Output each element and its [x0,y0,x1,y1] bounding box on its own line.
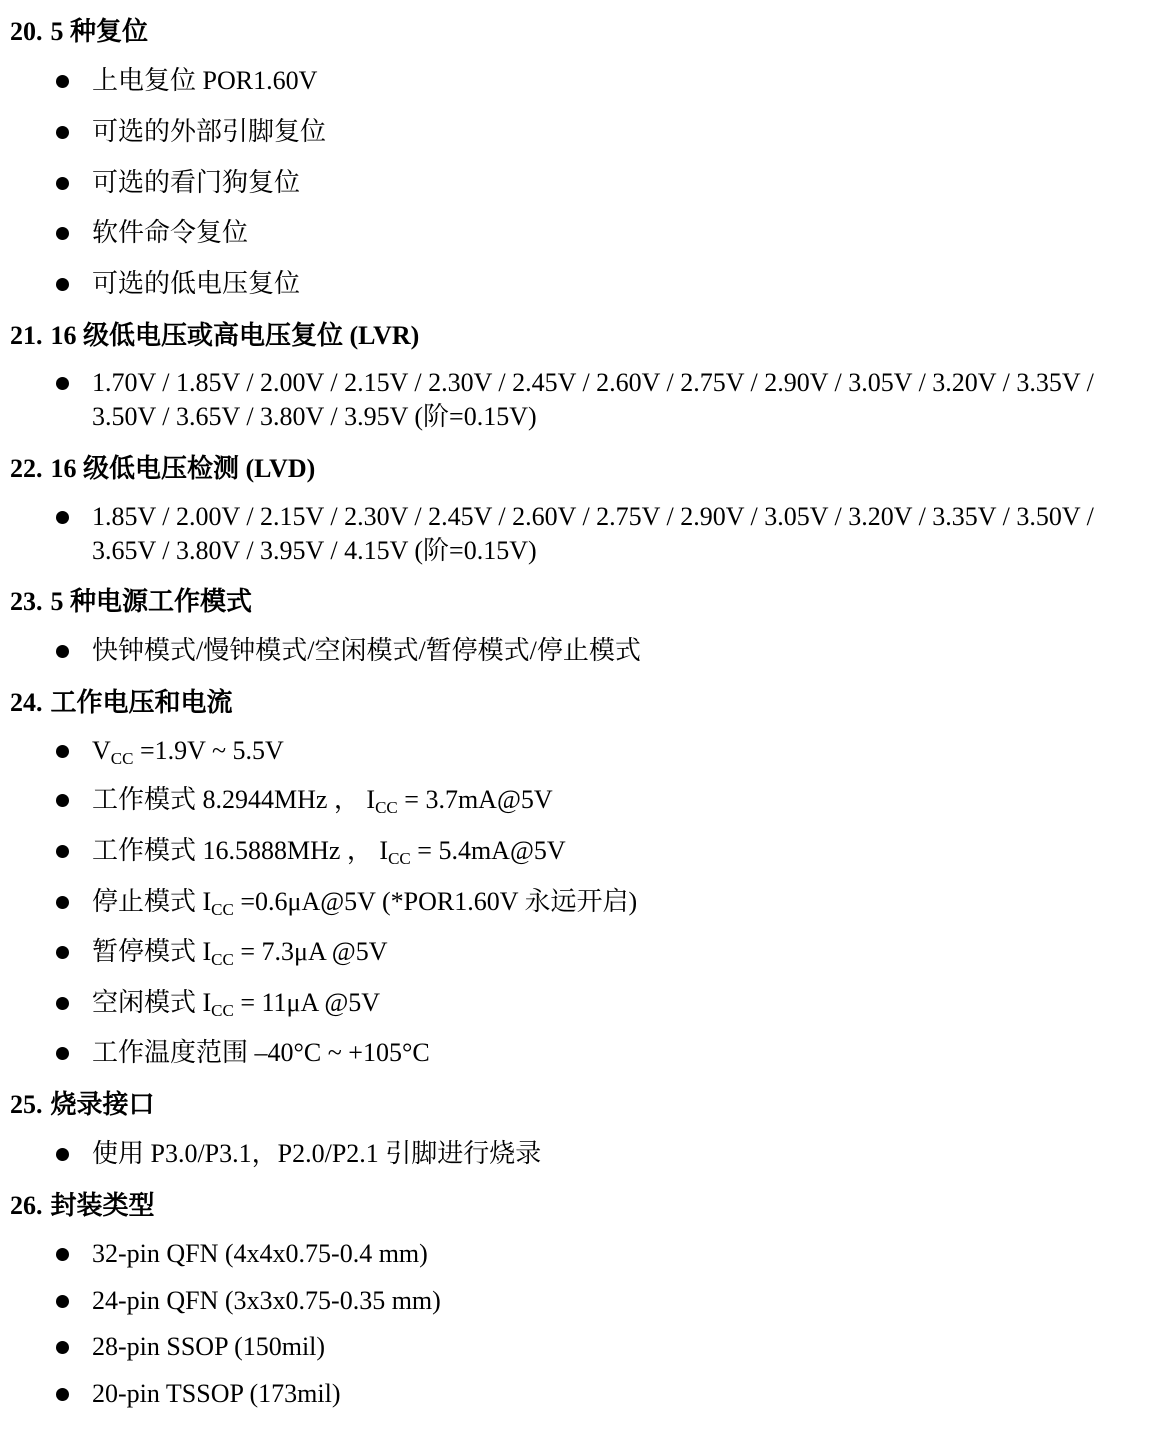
list-item-text-line2: 3.50V / 3.65V / 3.80V / 3.95V (阶=0.15V) [92,402,537,431]
list-item-text: 可选的看门狗复位 [92,168,301,197]
bullet-icon [56,166,70,200]
bullet-icon [56,783,70,817]
list-item-text: 可选的低电压复位 [92,269,301,298]
list-item [56,64,317,98]
bullet-icon [56,986,70,1020]
list-item [56,783,553,817]
list-item-text: 快钟模式/慢钟模式/空闲模式/暂停模式/停止模式 [92,636,641,665]
bullet-icon [56,216,70,250]
list-item [56,1377,340,1411]
list-item [56,1330,325,1364]
section-title: 5 种电源工作模式 [50,587,253,616]
section-heading [10,320,419,352]
list-item-text-line1: 1.85V / 2.00V / 2.15V / 2.30V / 2.45V / 2.60V / 2.75V / 2.90V / 3.05V / 3.20V / 3.35V / 3.50V / [92,502,1094,531]
section-heading [10,687,233,719]
list-item-text: 停止模式 $I_{CC}$ =0.6μA@5V (*POR1.60V 永远开启) [92,887,638,919]
list-item-text-line1: 1.70V / 1.85V / 2.00V / 2.15V / 2.30V / 2.45V / 2.60V / 2.75V / 2.90V / 3.05V / 3.20V / 3.35V / [92,368,1094,397]
list-item [56,885,637,919]
section-heading [10,16,148,48]
list-item-text: 可选的外部引脚复位 [92,117,327,146]
section-number: 23. [10,587,43,616]
list-item [56,634,641,668]
bullet-icon [56,267,70,301]
section-number: 20. [10,17,43,46]
bullet-icon [56,500,70,534]
list-item [56,1284,441,1318]
bullet-icon [56,1284,70,1318]
list-item-text: 软件命令复位 [92,218,249,247]
bullet-icon [56,1237,70,1271]
list-item [56,115,326,149]
list-item-text: 20-pin TSSOP (173mil) [92,1379,341,1408]
list-item [56,216,248,250]
list-item-text: 24-pin QFN (3x3x0.75-0.35 mm) [92,1286,441,1315]
list-item-text: 使用 P3.0/P3.1，P2.0/P2.1 引脚进行烧录 [92,1139,542,1168]
section-heading [10,453,315,485]
list-item [56,1237,428,1271]
section-title: 烧录接口 [50,1090,155,1119]
bullet-icon [56,366,70,400]
list-item-text: 空闲模式 $I_{CC} = 11\mu A$ @5V [92,988,381,1020]
list-item [56,734,284,768]
bullet-icon [56,834,70,868]
bullet-icon [56,1377,70,1411]
bullet-icon [56,1137,70,1171]
bullet-icon [56,1330,70,1364]
list-item-text: 工作模式 16.5888MHz ， $I_{CC}$ = 5.4mA@5V [92,836,566,868]
list-item [56,366,1094,434]
section-number: 21. [10,321,43,350]
list-item-text: 28-pin SSOP (150mil) [92,1332,326,1361]
list-item-text-line2: 3.65V / 3.80V / 3.95V / 4.15V (阶=0.15V) [92,536,537,565]
section-title: 16 级低电压检测 (LVD) [50,454,316,483]
section-number: 22. [10,454,43,483]
bullet-icon [56,885,70,919]
section-number: 26. [10,1191,43,1220]
section-heading [10,586,252,618]
section-title: 封装类型 [50,1191,155,1220]
list-item [56,935,388,969]
list-item-text: 32-pin QFN (4x4x0.75-0.4 mm) [92,1239,428,1268]
list-item [56,1036,430,1070]
list-item-text: 上电复位 POR1.60V [92,66,318,95]
section-title: 工作电压和电流 [50,688,233,717]
section-heading [10,1190,155,1222]
list-item [56,166,300,200]
section-number: 24. [10,688,43,717]
bullet-icon [56,1036,70,1070]
bullet-icon [56,115,70,149]
list-item-text: 工作模式 8.2944MHz ， $I_{CC}$ = 3.7mA@5V [92,785,553,817]
section-title: 5 种复位 [50,17,149,46]
section-heading [10,1089,155,1121]
list-item-text: $V_{CC} =1.9V$ ~ 5.5V [92,736,284,768]
list-item [56,834,566,868]
bullet-icon [56,734,70,768]
list-item [56,986,380,1020]
list-item [56,500,1094,568]
section-title: 16 级低电压或高电压复位 (LVR) [50,321,420,350]
bullet-icon [56,634,70,668]
list-item-text: 暂停模式 $I_{CC} = 7.3\mu A$ @5V [92,937,388,969]
list-item [56,1137,541,1171]
section-number: 25. [10,1090,43,1119]
bullet-icon [56,935,70,969]
list-item [56,267,300,301]
list-item-text: 工作温度范围 –40°C ~ +105°C [92,1038,430,1067]
bullet-icon [56,64,70,98]
